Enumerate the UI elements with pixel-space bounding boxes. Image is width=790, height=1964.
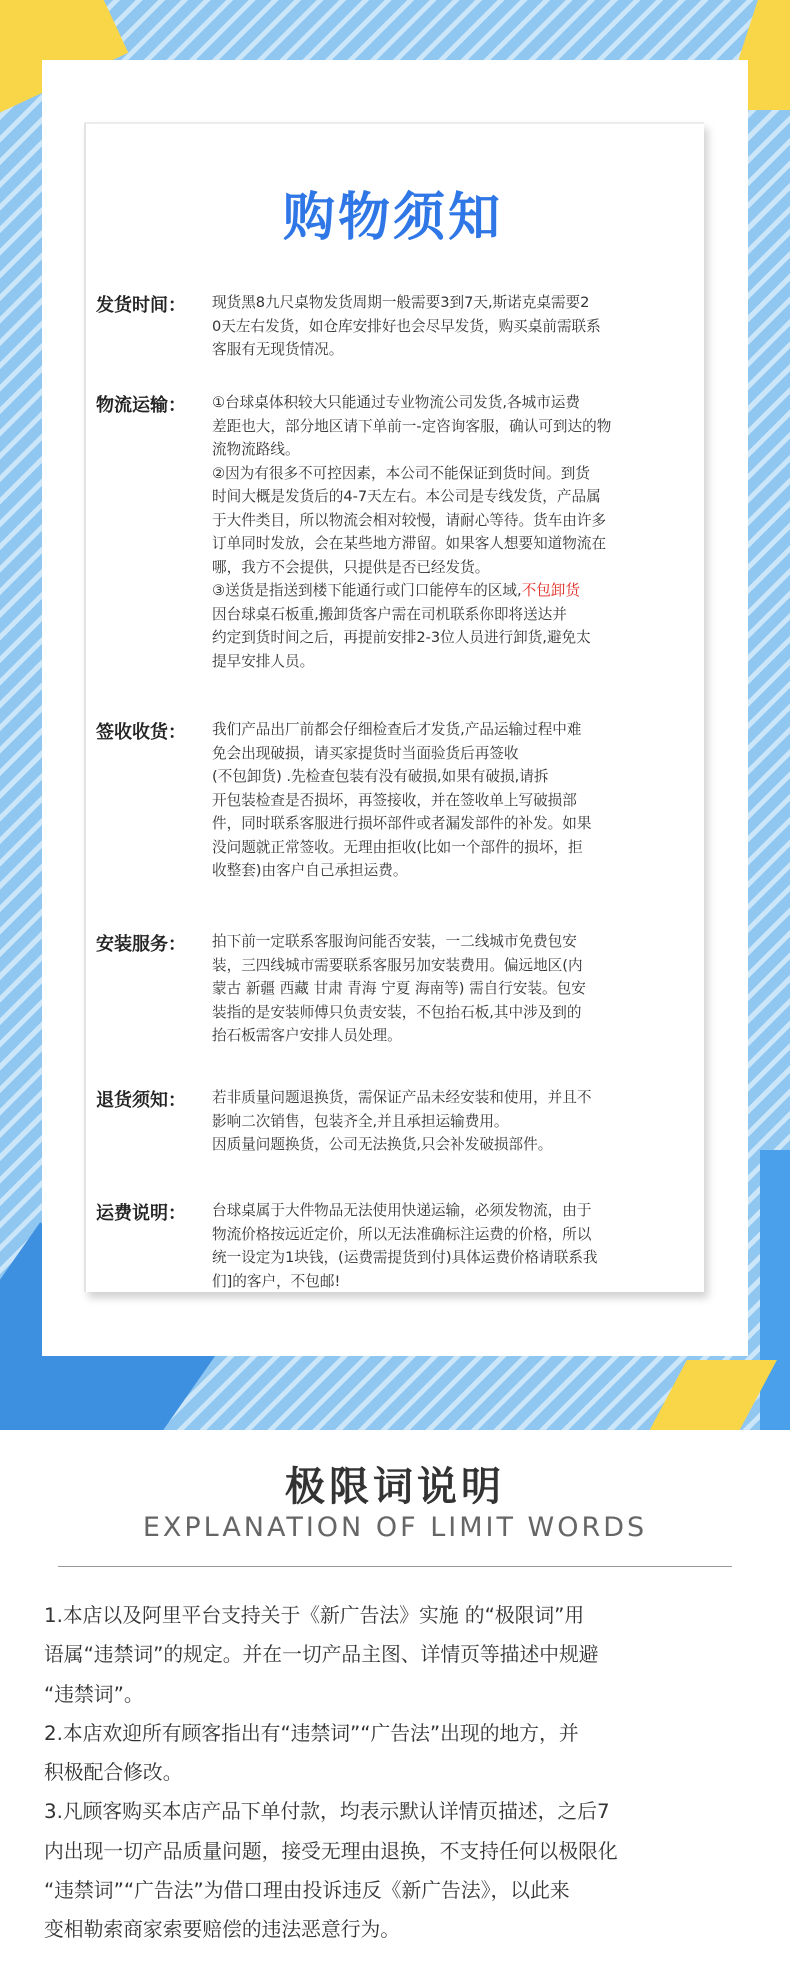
text-line: 统一设定为1块钱，(运费需提货到付)具体运费价格请联系我	[212, 1249, 598, 1266]
text-line: 物流价格按远近定价，所以无法准确标注运费的价格，所以	[212, 1225, 592, 1243]
section-text	[212, 718, 712, 883]
text-line: 于大件类目，所以物流会相对较慢，请耐心等待。货车由许多	[212, 511, 607, 529]
section-text	[212, 391, 712, 673]
text-line: 免会出现破损，请买家提货时当面验货后再签收	[212, 744, 519, 762]
limit-words-body	[44, 1596, 749, 1950]
blue-side-decoration	[760, 1150, 790, 1430]
text-line: 客服有无现货情况。	[212, 341, 344, 358]
text-line	[212, 579, 712, 603]
text-line: 时间大概是发货后的4-7天左右。本公司是专线发货，产品属	[212, 488, 601, 505]
section-text	[212, 1199, 712, 1293]
section-text	[212, 930, 712, 1048]
paragraph-line: “违禁词”。	[44, 1682, 144, 1706]
text-line: 流物流路线。	[212, 441, 300, 458]
text-segment: ③送货是指送到楼下能通行或门口能停车的区域,	[212, 582, 522, 599]
limit-words-title: 极限词说明	[285, 1464, 505, 1510]
divider	[58, 1566, 732, 1567]
text-line: 装，三四线城市需要联系客服另加安装费用。偏远地区(内	[212, 956, 583, 974]
text-line: 件，同时联系客服进行损坏部件或者漏发部件的补发。如果	[212, 815, 592, 832]
paragraph-line: “违禁词”“广告法”为借口理由投诉违反《新广告法》，以此来	[44, 1879, 570, 1903]
text-line: 若非质量问题退换货，需保证产品未经安装和使用，并且不	[212, 1089, 592, 1106]
limit-words-subtitle: EXPLANATION OF LIMIT WORDS	[142, 1512, 648, 1543]
text-line: ①台球桌体积较大只能通过专业物流公司发货,各城市运费	[212, 394, 580, 411]
paragraph-line: 2.本店欢迎所有顾客指出有“违禁词”“广告法”出现的地方，并	[44, 1721, 579, 1745]
text-line: 我们产品出厂前都会仔细检查后才发货,产品运输过程中难	[212, 721, 582, 738]
section-text	[212, 291, 712, 362]
section-label: 签收收货：	[96, 722, 186, 743]
text-line: 哪，我方不会提供，只提供是否已经发货。	[212, 558, 490, 576]
text-line: 蒙古 新疆 西藏 甘肃 青海 宁夏 海南等) 需自行安装。包安	[212, 980, 586, 997]
no-unloading-highlight: 不包卸货	[521, 582, 580, 599]
text-line: 台球桌属于大件物品无法使用快递运输，必须发物流，由于	[212, 1202, 592, 1219]
text-line: 因台球桌石板重,搬卸货客户需在司机联系你即将送达并	[212, 605, 567, 623]
yellow-corner-decoration	[623, 1360, 777, 1430]
text-line: 现货黑8九尺桌物发货周期一般需要3到7天,斯诺克桌需要2	[212, 294, 590, 311]
text-line: 拍下前一定联系客服询问能否安装，一二线城市免费包安	[212, 933, 577, 950]
text-line: 差距也大，部分地区请下单前一-定咨询客服，确认可到达的物	[212, 417, 612, 435]
text-line: 提早安排人员。	[212, 652, 315, 670]
paragraph-line: 内出现一切产品质量问题，接受无理由退换，不支持任何以极限化	[44, 1839, 618, 1863]
paragraph-line: 语属“违禁词”的规定。并在一切产品主图、详情页等描述中规避	[44, 1643, 599, 1667]
paragraph-line: 积极配合修改。	[44, 1761, 183, 1785]
text-line: 影响二次销售，包装齐全,并且承担运输费用。	[212, 1112, 509, 1130]
text-line: 没问题就正常签收。无理由拒收(比如一个部件的损坏，拒	[212, 838, 583, 856]
text-line: 因质量问题换货，公司无法换货,只会补发破损部件。	[212, 1136, 553, 1153]
text-line: (不包卸货) .先检查包装有没有破损,如果有破损,请拆	[212, 768, 549, 785]
paragraph-line: 变相勒索商家索要赔偿的违法恶意行为。	[44, 1918, 401, 1942]
text-line: 0天左右发货，如仓库安排好也会尽早发货，购买桌前需联系	[212, 317, 601, 335]
text-line: 收整套)由客户自己承担运费。	[212, 862, 408, 879]
text-line: 开包装检查是否损坏，再签接收，并在签收单上写破损部	[212, 791, 577, 809]
text-line: 订单同时发放，会在某些地方滞留。如果客人想要知道物流在	[212, 535, 607, 552]
section-label: 发货时间：	[96, 295, 186, 316]
notice-title: 购物须知	[282, 188, 503, 248]
section-text	[212, 1086, 712, 1157]
section-label: 运费说明：	[96, 1203, 186, 1224]
section-label: 退货须知：	[96, 1090, 186, 1111]
text-line: ②因为有很多不可控因素，本公司不能保证到货时间。到货	[212, 464, 590, 482]
text-line: 抬石板需客户安排人员处理。	[212, 1027, 402, 1044]
paragraph-line: 3.凡顾客购买本店产品下单付款，均表示默认详情页描述，之后7	[44, 1800, 610, 1824]
text-line: 们]的客户，不包邮!	[212, 1272, 341, 1290]
section-label: 物流运输：	[96, 395, 186, 416]
text-line: 约定到货时间之后，再提前安排2-3位人员进行卸货,避免太	[212, 629, 591, 646]
text-line: 装指的是安装师傅只负责安装，不包抬石板,其中涉及到的	[212, 1003, 582, 1021]
paragraph-line: 1.本店以及阿里平台支持关于《新广告法》实施 的“极限词”用	[44, 1604, 585, 1627]
section-label: 安装服务：	[96, 934, 186, 955]
